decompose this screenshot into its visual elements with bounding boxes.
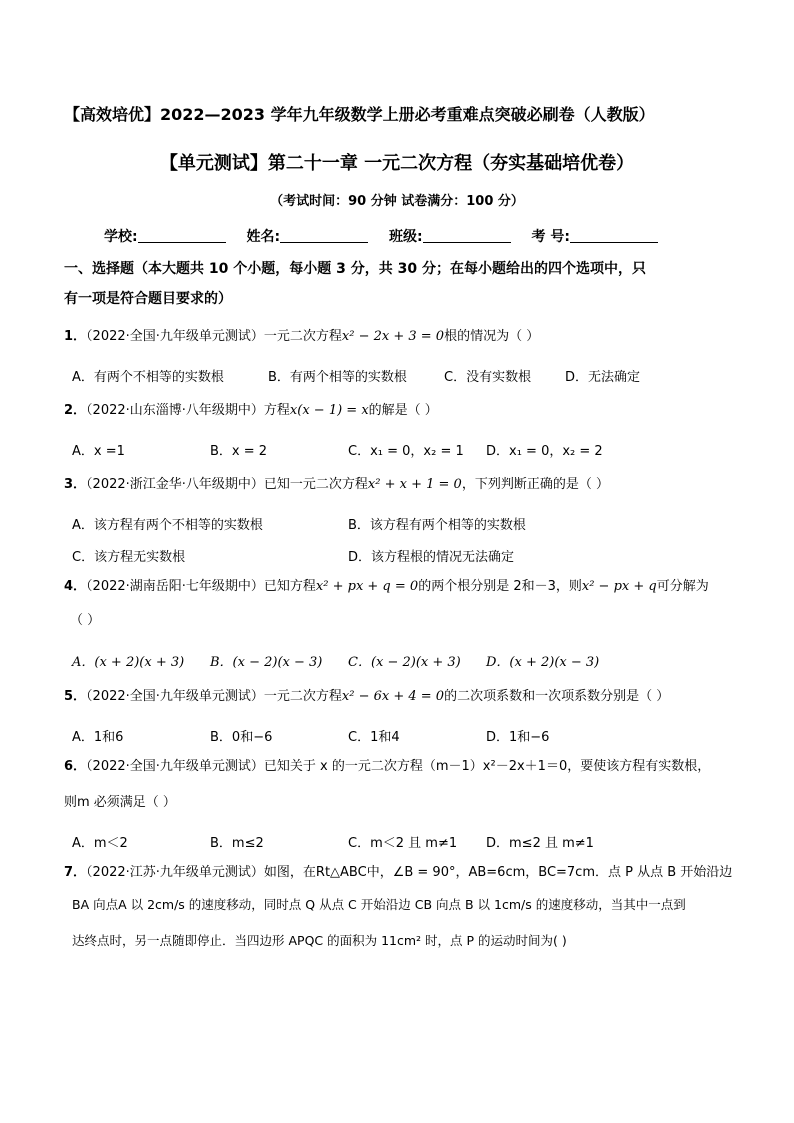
question-text: 可分解为 [656,579,709,594]
question-source: （2022·全国·九年级单元测试） [86,689,264,704]
option-b: B．(x − 2)(x − 3) [210,655,323,670]
question-formula: x² − px + q [581,579,657,594]
question-text: 方程 [263,403,290,418]
option-b: B．m≤2 [210,836,264,851]
question-text: 已知一元二次方程 [263,477,368,492]
question-2-stem [64,402,438,420]
question-number: 3． [64,477,87,492]
school-blank [138,228,226,243]
option-a: A．x =1 [72,444,125,459]
question-number: 1． [64,329,87,344]
student-info-row [104,228,674,246]
question-text: 一元二次方程 [263,329,342,344]
question-source: （2022·湖南岳阳·七年级期中） [86,579,264,594]
question-6-stem [64,758,710,776]
question-source: （2022·浙江金华·八年级期中） [86,477,264,492]
section-heading-line1: 一、选择题（本大题共 10 个小题，每小题 3 分，共 30 分；在每小题给出的四个选项中，只 [64,261,646,277]
question-text: 根的情况为（ ） [444,329,540,344]
exam-subtitle: 【单元测试】第二十一章 一元二次方程（夯实基础培优卷） [159,153,635,174]
question-text: 已知关于 x 的一元二次方程（m－1）x²－2x＋1＝0，要使该方程有实数根， [263,759,711,774]
question-text: 已知方程 [263,579,316,594]
option-a: A．(x + 2)(x + 3) [72,655,185,670]
option-a: A．有两个不相等的实数根 [72,370,224,385]
option-b: B．x = 2 [210,444,268,459]
question-1-stem [64,328,539,346]
exam-title: 【高效培优】2022—2023 学年九年级数学上册必考重难点突破必刷卷（人教版） [64,105,655,124]
question-number: 4． [64,579,87,594]
number-label: 考 号: [531,229,570,245]
option-c: C．1和4 [348,730,400,745]
option-c: C．m＜2 且 m≠1 [348,836,458,851]
option-d: D．无法确定 [565,370,641,385]
question-4-paren: （ ） [70,613,101,628]
option-c: C．x₁ = 0，x₂ = 1 [348,444,464,459]
school-label: 学校: [104,229,138,245]
question-6-stem-cont: 则m 必须满足（ ） [64,795,176,810]
option-c: C．没有实数根 [444,370,532,385]
question-text: 一元二次方程 [263,689,342,704]
question-text: 如图，在Rt△ABC中，∠B = 90°，AB=6cm，BC=7cm．点 P 从点 B 开始沿边 [263,865,733,880]
option-b: B．0和−6 [210,730,273,745]
question-number: 6． [64,759,87,774]
question-formula: x(x − 1) = x [289,403,369,418]
option-a: A．1和6 [72,730,124,745]
question-source: （2022·江苏·九年级单元测试） [86,865,264,880]
question-number: 7． [64,865,87,880]
question-text: 的二次项系数和一次项系数分别是（ ） [444,689,670,704]
question-7-line3: 达终点时，另一点随即停止．当四边形 APQC 的面积为 11cm² 时，点 P 的运动时间为( ) [72,933,567,948]
question-7-line2: BA 向点A 以 2cm/s 的速度移动，同时点 Q 从点 C 开始沿边 CB 向点 B 以 1cm/s 的速度移动，当其中一点到 [72,897,686,912]
question-source: （2022·山东淄博·八年级期中） [86,403,264,418]
question-formula: x² + x + 1 = 0 [367,477,462,492]
question-3-stem [64,476,609,494]
question-source: （2022·全国·九年级单元测试） [86,329,264,344]
question-4-stem [64,578,709,596]
option-d: D．该方程根的情况无法确定 [348,550,515,565]
option-d: D．(x + 2)(x − 3) [486,655,600,670]
option-d: D．m≤2 且 m≠1 [486,836,594,851]
class-blank [423,228,511,243]
question-formula: x² − 2x + 3 = 0 [341,329,445,344]
option-b: B．该方程有两个相等的实数根 [348,518,526,533]
option-c: C．(x − 2)(x + 3) [348,655,461,670]
option-c: C．该方程无实数根 [72,550,186,565]
option-a: A．该方程有两个不相等的实数根 [72,518,263,533]
question-text: 的两个根分别是 2和－3，则 [418,579,582,594]
class-label: 班级: [388,229,423,245]
option-b: B．有两个相等的实数根 [268,370,407,385]
question-number: 2． [64,403,87,418]
question-5-stem [64,688,669,706]
name-blank [280,228,368,243]
question-formula: x² − 6x + 4 = 0 [341,689,445,704]
question-number: 5． [64,689,87,704]
section-heading-line2: 有一项是符合题目要求的） [64,291,232,307]
question-text: 的解是（ ） [368,403,438,418]
question-source: （2022·全国·九年级单元测试） [86,759,264,774]
name-label: 姓名: [246,229,281,245]
number-blank [570,228,658,243]
question-formula: x² + px + q = 0 [315,579,419,594]
option-d: D．1和−6 [486,730,550,745]
option-d: D．x₁ = 0，x₂ = 2 [486,444,603,459]
question-text: ，下列判断正确的是（ ） [461,477,609,492]
question-7-stem [64,864,732,882]
option-a: A．m＜2 [72,836,128,851]
exam-time-info: （考试时间：90 分钟 试卷满分：100 分） [270,194,524,209]
